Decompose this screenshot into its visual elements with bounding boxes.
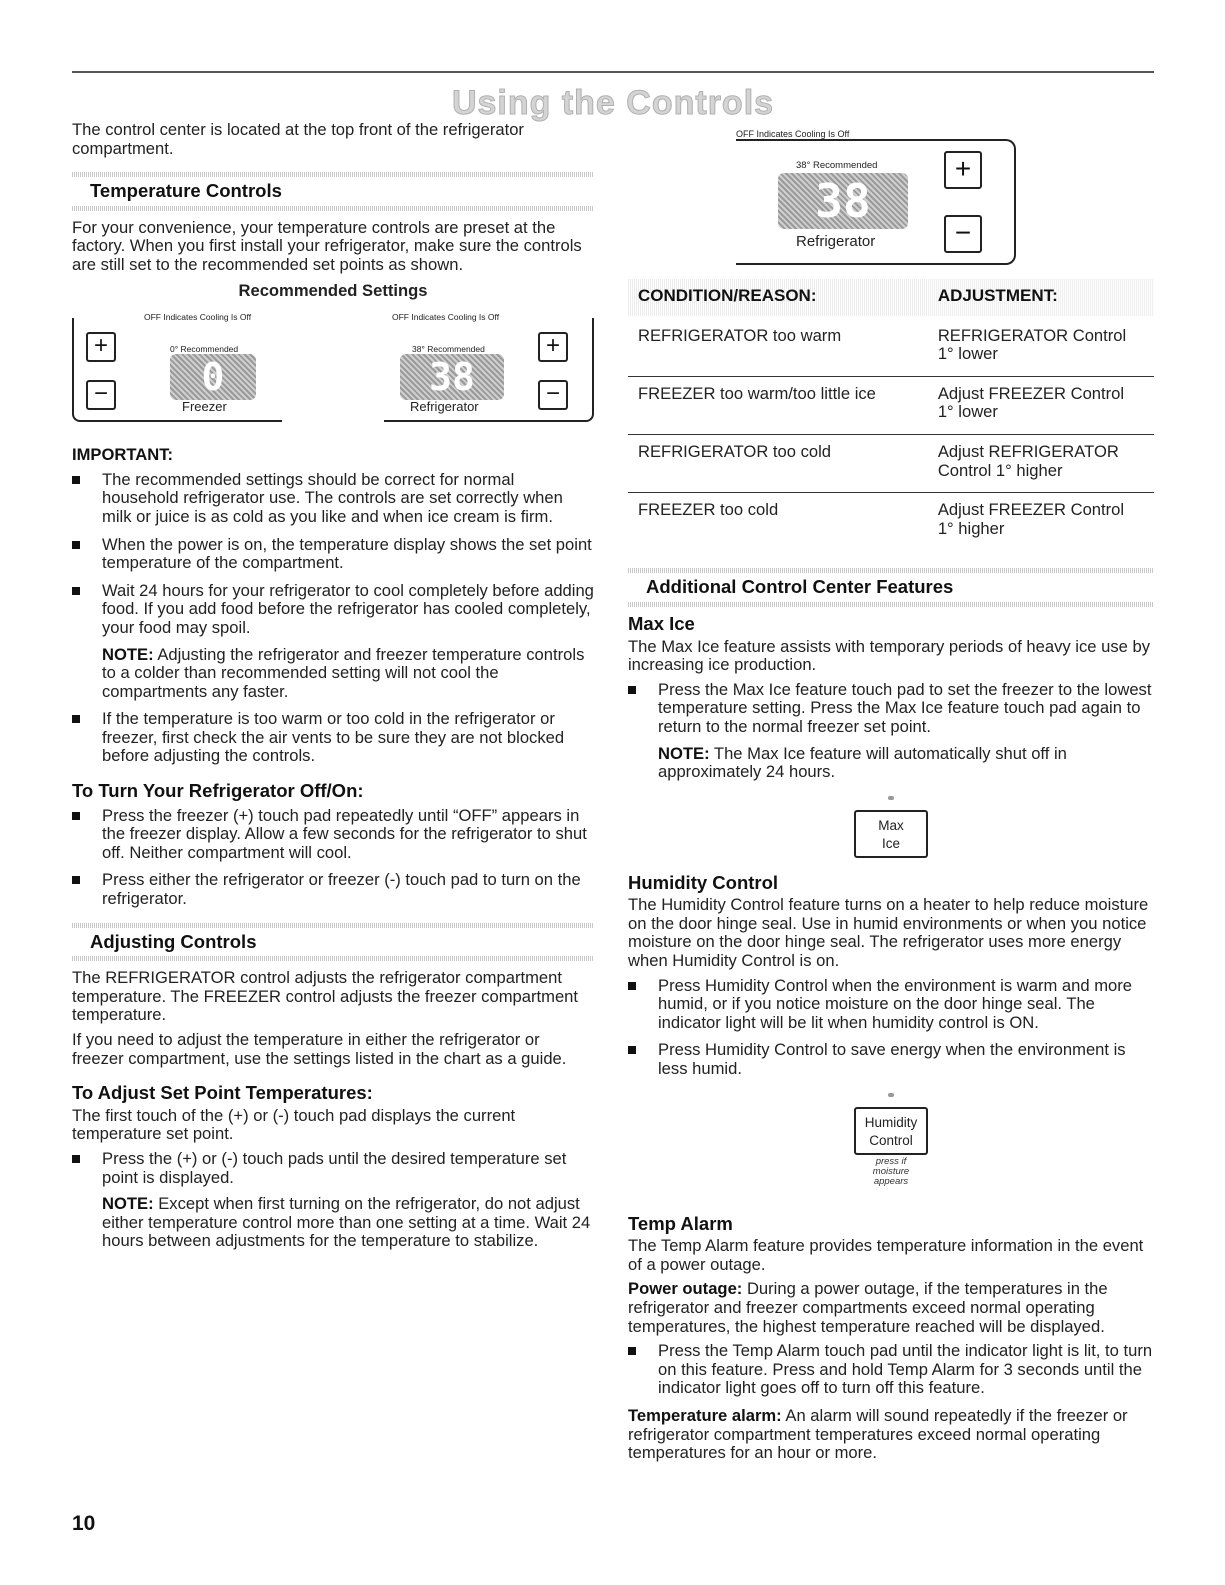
note-text: Adjusting the refrigerator and freezer temperature controls to a colder than recommended setting will not cool the compartments any faster. bbox=[102, 644, 585, 701]
recommended-settings-heading: Recommended Settings bbox=[238, 280, 428, 300]
table-header-row bbox=[628, 279, 1154, 316]
max-ice-text: The Max Ice feature assists with temporary periods of heavy ice use by increasing ice production. bbox=[628, 636, 1151, 675]
list-item: Press the freezer (+) touch pad repeatedly until “OFF” appears in the freezer display. Allow a few seconds for the refrigerator to shut off. Neither compartment will cool. bbox=[72, 807, 594, 863]
refrigerator-label: Refrigerator bbox=[410, 399, 479, 415]
list-item: If the temperature is too warm or too cold in the refrigerator or freezer, first check the air vents to be sure they are not blocked before adjusting the controls. bbox=[72, 710, 594, 766]
table-cell: FREEZER too warm/too little ice bbox=[628, 376, 928, 434]
max-ice-bullets bbox=[628, 681, 1154, 782]
left-column bbox=[72, 121, 594, 1260]
table-cell: Adjust REFRIGERATOR Control 1° higher bbox=[928, 434, 1154, 492]
max-ice-pad-line1: Max bbox=[878, 817, 904, 833]
important-bullets bbox=[72, 471, 594, 766]
humidity-control-heading: Humidity Control bbox=[628, 871, 779, 893]
note-text: The Max Ice feature will automatically shut off in approximately 24 hours. bbox=[658, 743, 1067, 782]
condition-header: CONDITION/REASON: bbox=[628, 279, 928, 316]
humidity-pad-line1: Humidity bbox=[864, 1114, 918, 1130]
list-item-text: Press the Max Ice feature touch pad to set the freezer to the lowest temperature setting. Press the Max Ice feature touch pad again to return to the normal freezer set point. bbox=[658, 679, 1152, 736]
table-row bbox=[628, 376, 1154, 434]
note-label: NOTE: bbox=[102, 1194, 154, 1214]
max-ice-pad-line2: Ice bbox=[881, 835, 900, 851]
refrigerator-minus-button[interactable]: − bbox=[538, 380, 568, 410]
temperature-alarm-paragraph bbox=[628, 1407, 1154, 1463]
temperature-alarm-text: An alarm will sound repeatedly if the freezer or refrigerator compartment temperatures exceed normal operating temperatures for an hour or more. bbox=[628, 1405, 1128, 1463]
freezer-minus-button[interactable]: − bbox=[86, 380, 116, 410]
diagram-temperature-display: 38 bbox=[778, 173, 908, 229]
adjusting-controls-p1: The REFRIGERATOR control adjusts the refrigerator compartment temperature. The FREEZER control adjusts the freezer compartment temperature. bbox=[72, 968, 579, 1025]
note-paragraph bbox=[658, 745, 1154, 782]
turn-off-on-heading: To Turn Your Refrigerator Off/On: bbox=[72, 780, 364, 802]
diagram-minus-button[interactable]: − bbox=[944, 215, 982, 253]
note-text: Except when first turning on the refrigerator, do not adjust either temperature control more than one setting at a time. Wait 24 hours between adjustments for the temperature to stabilize. bbox=[102, 1194, 591, 1251]
list-item bbox=[72, 582, 594, 702]
diagram-recommended-label: 38° Recommended bbox=[796, 160, 878, 171]
list-item bbox=[72, 1150, 594, 1251]
table-row bbox=[628, 316, 1154, 376]
refrigerator-temperature-display: 38 bbox=[400, 354, 504, 400]
freezer-temperature-display: 0 bbox=[170, 354, 256, 400]
list-item: Press Humidity Control to save energy when the environment is less humid. bbox=[628, 1041, 1154, 1078]
note-paragraph bbox=[102, 646, 594, 702]
temperature-controls-heading: Temperature Controls bbox=[72, 172, 594, 211]
freezer-plus-button[interactable]: + bbox=[86, 332, 116, 362]
freezer-off-caption: OFF Indicates Cooling Is Off bbox=[144, 312, 252, 323]
diagram-off-caption: OFF Indicates Cooling Is Off bbox=[736, 129, 850, 139]
power-outage-label: Power outage: bbox=[628, 1279, 743, 1299]
set-point-heading: To Adjust Set Point Temperatures: bbox=[72, 1082, 373, 1104]
important-label: IMPORTANT: bbox=[72, 445, 174, 465]
humidity-control-bullets bbox=[628, 977, 1154, 1079]
freezer-recommended-label: 0° Recommended bbox=[170, 344, 239, 355]
adjusting-controls-p2: If you need to adjust the temperature in either the refrigerator or freezer compartment, use the settings listed in the chart as a guide. bbox=[72, 1030, 567, 1068]
humidity-hint-line: appears bbox=[873, 1175, 909, 1187]
power-outage-text: During a power outage, if the temperatures in the refrigerator and freezer compartments exceed normal operating temperatures, the highest temperature reached will be displayed. bbox=[628, 1279, 1108, 1336]
indicator-light-icon bbox=[888, 796, 894, 800]
refrigerator-recommended-label: 38° Recommended bbox=[412, 344, 485, 355]
temperature-alarm-label: Temperature alarm: bbox=[628, 1405, 782, 1425]
humidity-pad-line2: Control bbox=[869, 1132, 913, 1148]
refrigerator-off-caption: OFF Indicates Cooling Is Off bbox=[392, 312, 500, 323]
intro-text: The control center is located at the top front of the refrigerator compartment. bbox=[72, 120, 524, 158]
humidity-control-text: The Humidity Control feature turns on a heater to help reduce moisture on the door hinge seal. Use in humid environments or when you notice moisture on the door hinge seal. The refrigerator uses more energy when Humidity Control is on. bbox=[628, 895, 1149, 971]
humidity-hint-line: moisture bbox=[872, 1165, 910, 1177]
note-label: NOTE: bbox=[102, 644, 154, 664]
temp-alarm-heading: Temp Alarm bbox=[628, 1212, 733, 1234]
list-item bbox=[628, 681, 1154, 782]
temp-alarm-text: The Temp Alarm feature provides temperature information in the event of a power outage. bbox=[628, 1236, 1144, 1274]
table-cell: Adjust FREEZER Control 1° higher bbox=[928, 493, 1154, 551]
adjusting-controls-heading: Adjusting Controls bbox=[72, 923, 594, 962]
max-ice-heading: Max Ice bbox=[628, 612, 695, 634]
power-outage-paragraph bbox=[628, 1280, 1154, 1336]
refrigerator-control-diagram bbox=[628, 121, 1154, 271]
list-item: Press Humidity Control when the environment is warm and more humid, or if you notice moisture on the door hinge seal. The indicator light will be lit when humidity control is ON. bbox=[628, 977, 1154, 1033]
list-item: Press either the refrigerator or freezer (-) touch pad to turn on the refrigerator. bbox=[72, 871, 594, 908]
indicator-light-icon bbox=[888, 1093, 894, 1097]
list-item-text: Press the (+) or (-) touch pads until the desired temperature set point is displayed. bbox=[102, 1148, 567, 1187]
note-paragraph bbox=[102, 1195, 594, 1251]
temp-alarm-bullets bbox=[628, 1342, 1154, 1398]
table-cell: FREEZER too cold bbox=[628, 493, 928, 551]
table-cell: Adjust FREEZER Control 1° lower bbox=[928, 376, 1154, 434]
freezer-control-panel bbox=[72, 312, 294, 422]
page-title: Using the Controls bbox=[451, 84, 775, 122]
humidity-hint-line: press if bbox=[875, 1155, 907, 1167]
table-row bbox=[628, 434, 1154, 492]
list-item: Press the Temp Alarm touch pad until the indicator light is lit, to turn on this feature. Press and hold Temp Alarm for 3 seconds until the indicator light goes off to turn off this feature. bbox=[628, 1342, 1154, 1398]
freezer-label: Freezer bbox=[182, 399, 227, 415]
set-point-bullets bbox=[72, 1150, 594, 1251]
diagram-plus-button[interactable]: + bbox=[944, 151, 982, 189]
top-rule bbox=[72, 71, 1154, 73]
additional-features-heading: Additional Control Center Features bbox=[628, 568, 1154, 607]
list-item: When the power is on, the temperature display shows the set point temperature of the compartment. bbox=[72, 536, 594, 573]
adjustment-table bbox=[628, 279, 1154, 550]
refrigerator-plus-button[interactable]: + bbox=[538, 332, 568, 362]
refrigerator-control-panel bbox=[372, 312, 594, 422]
turn-off-on-bullets bbox=[72, 807, 594, 909]
max-ice-touch-pad[interactable] bbox=[854, 810, 928, 858]
right-column bbox=[628, 121, 1154, 1463]
humidity-control-touch-pad[interactable] bbox=[854, 1107, 928, 1155]
adjustment-header: ADJUSTMENT: bbox=[928, 279, 1154, 316]
recommended-settings-panels bbox=[72, 306, 594, 446]
temperature-controls-text: For your convenience, your temperature controls are preset at the factory. When you first install your refrigerator, make sure the controls are still set to the recommended set points as shown. bbox=[72, 217, 582, 274]
table-cell: REFRIGERATOR too cold bbox=[628, 434, 928, 492]
diagram-refrigerator-label: Refrigerator bbox=[796, 233, 876, 250]
list-item-text: Wait 24 hours for your refrigerator to cool completely before adding food. If you add food before the refrigerator has cooled completely, your food may spoil. bbox=[102, 580, 594, 637]
note-label: NOTE: bbox=[658, 743, 710, 763]
table-cell: REFRIGERATOR Control 1° lower bbox=[937, 325, 1127, 364]
page-number: 10 bbox=[72, 1512, 96, 1535]
table-row bbox=[628, 493, 1154, 551]
set-point-text: The first touch of the (+) or (-) touch pad displays the current temperature set point. bbox=[72, 1105, 516, 1144]
table-cell: REFRIGERATOR too warm bbox=[638, 325, 842, 345]
list-item: The recommended settings should be correct for normal household refrigerator use. The controls are set correctly when milk or juice is as cold as you like and when ice cream is firm. bbox=[72, 471, 594, 527]
